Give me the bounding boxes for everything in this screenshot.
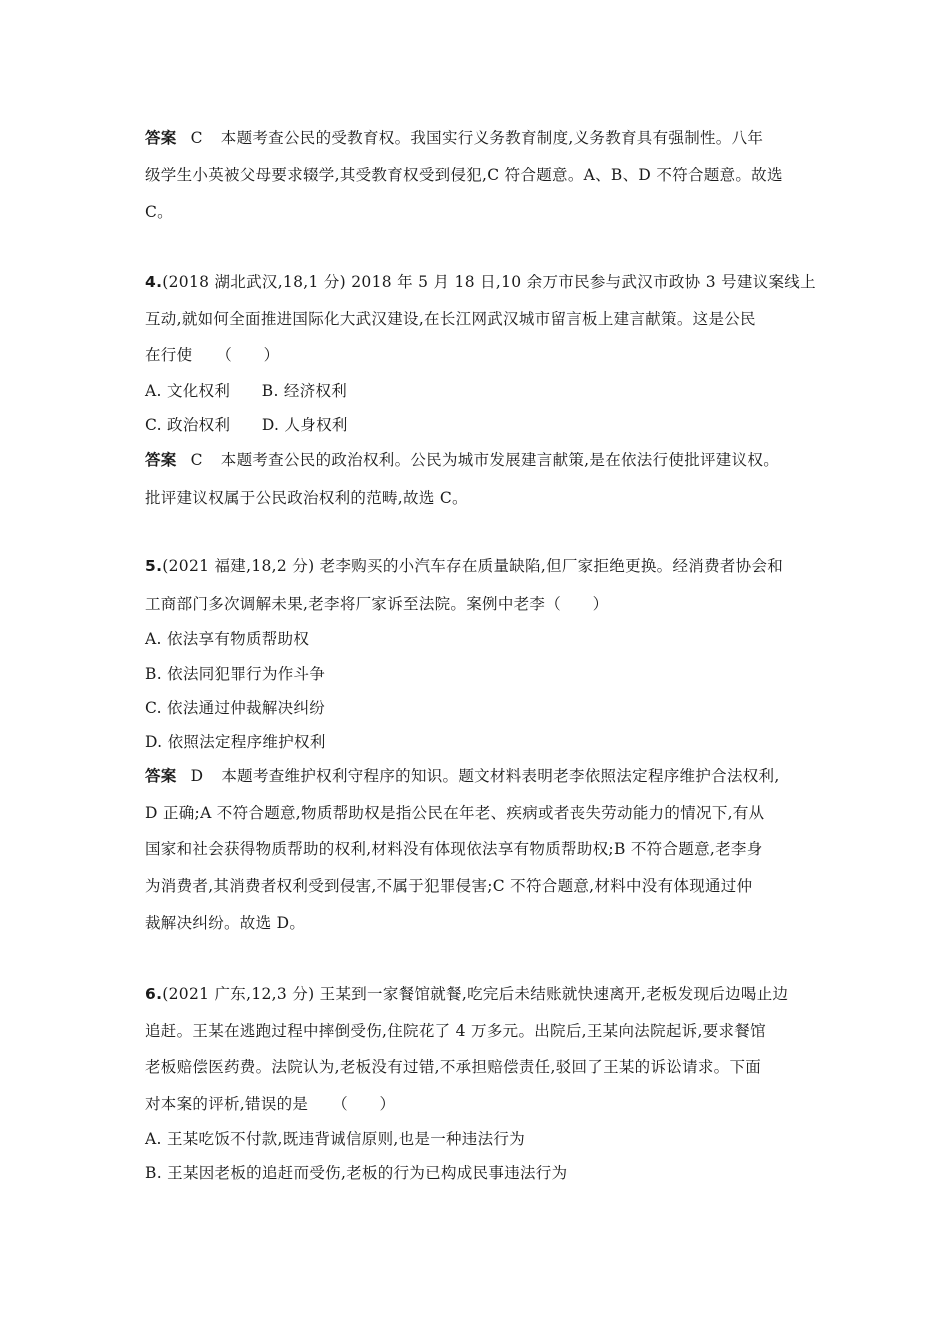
- question-line: [145, 272, 816, 292]
- question-text: 老板赔偿医药费。法院认为,老板没有过错,不承担赔偿责任,驳回了王某的诉讼请求。下面: [145, 1058, 762, 1076]
- answer-label: 答案: [145, 129, 177, 147]
- question-option: B. 王某因老板的追赶而受伤,老板的行为已构成民事违法行为: [145, 1164, 568, 1182]
- question-text: 在行使 （ ）: [145, 346, 280, 364]
- answer-text: C。: [145, 203, 173, 221]
- question-option: A. 依法享有物质帮助权: [145, 630, 310, 648]
- question-option: D. 依照法定程序维护权利: [145, 733, 326, 751]
- answer-text: 级学生小英被父母要求辍学,其受教育权受到侵犯,C 符合题意。A、B、D 不符合题意。故选: [145, 166, 783, 184]
- question-text: 工商部门多次调解未果,老李将厂家诉至法院。案例中老李（ ）: [145, 595, 609, 613]
- answer-text: 本题考查公民的政治权利。公民为城市发展建言献策,是在依法行使批评建议权。: [220, 451, 780, 469]
- question-text: (2021 广东,12,3 分) 王某到一家餐馆就餐,吃完后未结账就快速离开,老板发现后边喝止边: [162, 985, 789, 1003]
- question-option: A. 王某吃饭不付款,既违背诚信原则,也是一种违法行为: [145, 1130, 526, 1148]
- question-text: (2021 福建,18,2 分) 老李购买的小汽车存在质量缺陷,但厂家拒绝更换。经消费者协会和: [162, 557, 784, 575]
- question-text: 追赶。王某在逃跑过程中摔倒受伤,住院花了 4 万多元。出院后,王某向法院起诉,要求餐馆: [145, 1022, 766, 1040]
- question-option: C. 依法通过仲裁解决纠纷: [145, 699, 326, 717]
- answer-choice: C: [190, 451, 203, 469]
- question-line: [145, 984, 788, 1004]
- question-text: 对本案的评析,错误的是 （ ）: [145, 1095, 396, 1113]
- answer-label: 答案: [145, 451, 177, 469]
- question-option: A. 文化权利 B. 经济权利: [145, 382, 348, 400]
- answer-label: 答案: [145, 767, 177, 785]
- answer-text: 本题考查维护权利守程序的知识。题文材料表明老李依照法定程序维护合法权利,: [221, 767, 780, 785]
- question-number: 5.: [145, 557, 163, 575]
- answer-line: [145, 128, 763, 148]
- answer-line: [145, 766, 780, 786]
- answer-choice: C: [190, 129, 203, 147]
- question-option: C. 政治权利 D. 人身权利: [145, 416, 348, 434]
- question-text: (2018 湖北武汉,18,1 分) 2018 年 5 月 18 日,10 余万市民参与武汉市政协 3 号建议案线上: [162, 273, 816, 291]
- answer-text: 国家和社会获得物质帮助的权利,材料没有体现依法享有物质帮助权;B 不符合题意,老李身: [145, 840, 763, 858]
- answer-text: 裁解决纠纷。故选 D。: [145, 914, 306, 932]
- answer-text: 本题考查公民的受教育权。我国实行义务教育制度,义务教育具有强制性。八年: [220, 129, 764, 147]
- answer-line: [145, 450, 779, 470]
- answer-text: D 正确;A 不符合题意,物质帮助权是指公民在年老、疾病或者丧失劳动能力的情况下,有从: [145, 804, 765, 822]
- question-line: [145, 556, 783, 576]
- question-number: 6.: [145, 985, 163, 1003]
- answer-text: 为消费者,其消费者权利受到侵害,不属于犯罪侵害;C 不符合题意,材料中没有体现通过仲: [145, 877, 753, 895]
- question-number: 4.: [145, 273, 163, 291]
- answer-choice: D: [190, 767, 204, 785]
- question-text: 互动,就如何全面推进国际化大武汉建设,在长江网武汉城市留言板上建言献策。这是公民: [145, 310, 756, 328]
- question-option: B. 依法同犯罪行为作斗争: [145, 665, 326, 683]
- answer-text: 批评建议权属于公民政治权利的范畴,故选 C。: [145, 489, 468, 507]
